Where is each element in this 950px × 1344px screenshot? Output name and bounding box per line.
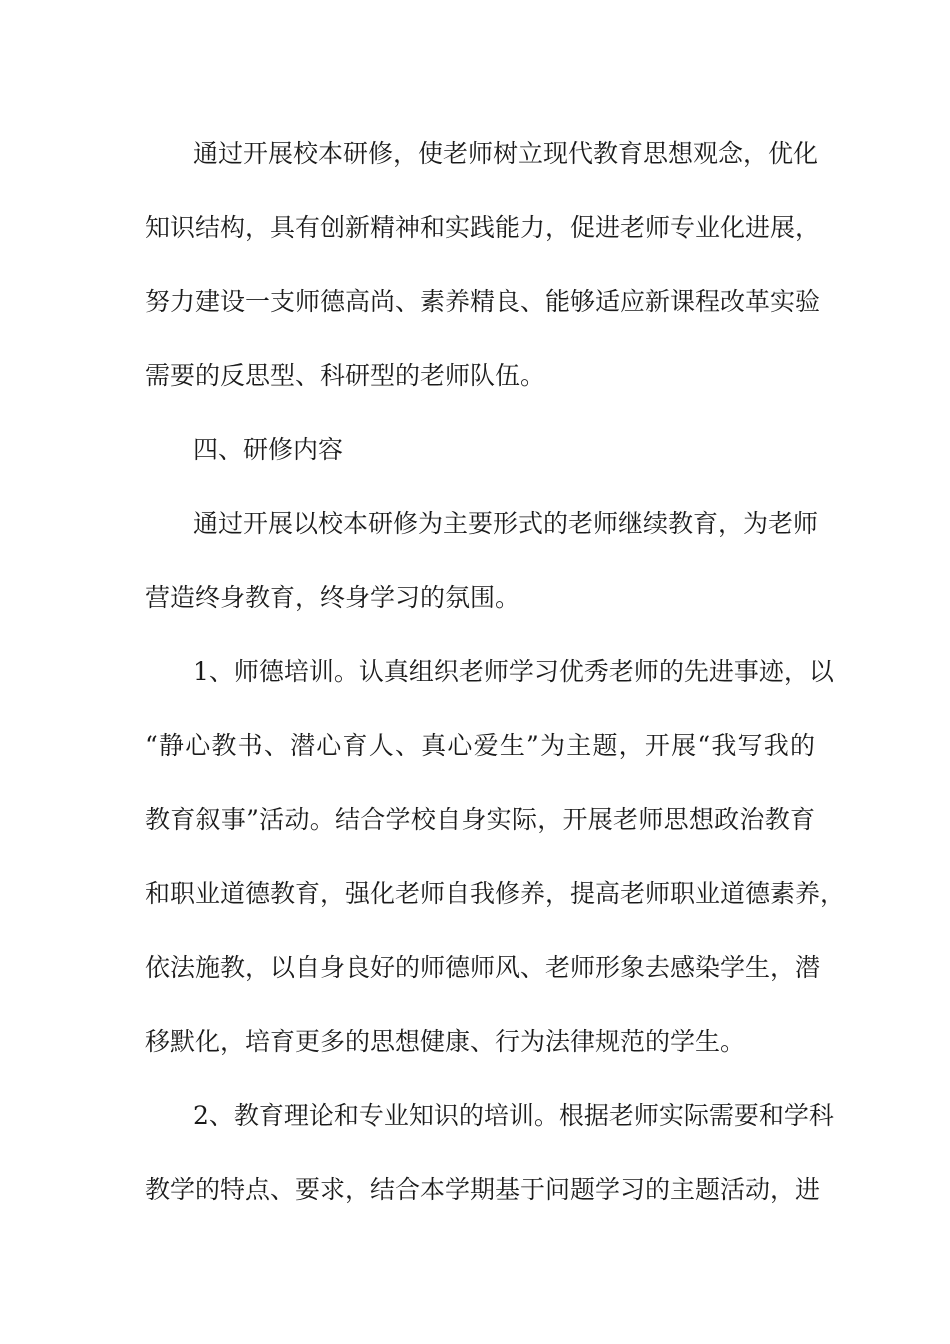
paragraph-line: 知识结构，具有创新精神和实践能力，促进老师专业化进展， bbox=[145, 213, 821, 242]
section-heading: 四、研修内容 bbox=[193, 435, 344, 464]
paragraph-line: 努力建设一支师德高尚、素养精良、能够适应新课程改革实验 bbox=[145, 287, 821, 316]
paragraph-line: 2、教育理论和专业知识的培训。根据老师实际需要和学科 bbox=[193, 1101, 834, 1130]
paragraph-line: 需要的反思型、科研型的老师队伍。 bbox=[145, 361, 546, 390]
paragraph-line: 教学的特点、要求，结合本学期基于问题学习的主题活动，进 bbox=[145, 1175, 821, 1204]
paragraph-line: 和职业道德教育，强化老师自我修养，提高老师职业道德素养， bbox=[145, 879, 846, 908]
paragraph-line: 通过开展以校本研修为主要形式的老师继续教育，为老师 bbox=[193, 509, 819, 538]
paragraph-line: 营造终身教育，终身学习的氛围。 bbox=[145, 583, 521, 612]
paragraph-line: 依法施教，以自身良好的师德师风、老师形象去感染学生，潜 bbox=[145, 953, 821, 982]
paragraph-line: 1、师德培训。认真组织老师学习优秀老师的先进事迹，以 bbox=[193, 657, 834, 686]
paragraph-line: 通过开展校本研修，使老师树立现代教育思想观念，优化 bbox=[193, 139, 819, 168]
paragraph-line: 教育叙事”活动。结合学校自身实际，开展老师思想政治教育 bbox=[145, 805, 815, 834]
paragraph-line: 移默化，培育更多的思想健康、行为法律规范的学生。 bbox=[145, 1027, 746, 1056]
paragraph-line: “静心教书、潜心育人、真心爱生”为主题，开展“我写我的 bbox=[145, 731, 815, 760]
